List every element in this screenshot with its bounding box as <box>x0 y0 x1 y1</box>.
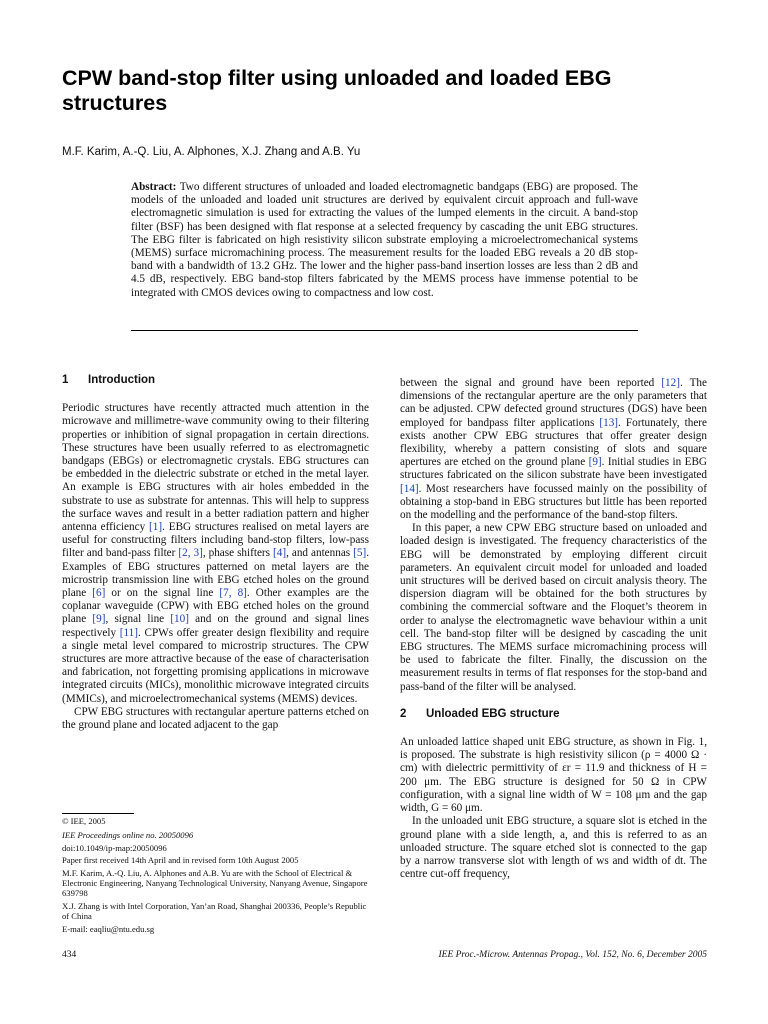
text-run: . Most researchers have focussed mainly on the possibility of obtaining a stop-band in EBG structures but little has been reported on the modelling and the performance of the band-stop filters. <box>400 482 707 522</box>
text-run: between the signal and ground have been reported <box>400 377 662 389</box>
text-run: Periodic structures have recently attracted much attention in the microwave and millimetre-wave community owing to their filtering properties or inhibition of signal propagation in certain directions. These structures have been usually referred to as electromagnetic bandgaps (EBGs) or electromagnetic crystals. EBG structures can be embedded in the dielectric substrate or etched in the metal layer. An example is EBG structures with air holes embedded in the substrate to use as substrate for antennas. This will help to suppress the surface waves and result in a better radiation pattern and higher antenna efficiency <box>62 402 369 534</box>
citation-link[interactable]: [2, 3] <box>178 547 203 560</box>
citation-link[interactable]: [7, 8] <box>219 587 247 600</box>
intro-paragraph-2-continued <box>400 377 707 522</box>
abstract-label: Abstract: <box>131 181 177 193</box>
page-number: 434 <box>62 950 77 960</box>
citation-link[interactable]: [12] <box>661 377 680 389</box>
citation-link[interactable]: [10] <box>170 613 189 626</box>
journal-reference: IEE Proc.-Microw. Antennas Propag., Vol. 152, No. 6, December 2005 <box>438 950 707 960</box>
text-run: and on the ground and signal lines respectively <box>62 613 369 639</box>
text-run: . Other examples are the coplanar waveguide (CPW) with EBG etched holes on the ground plane <box>62 587 369 626</box>
text-run: . Examples of EBG structures patterned on metal layers are the microstrip transmission line with EBG etched holes on the ground plane <box>62 547 369 600</box>
intro-paragraph-2-start: CPW EBG structures with rectangular aperture patterns etched on the ground plane and located adjacent to the gap <box>62 705 369 732</box>
text-run: . The dimensions of the rectangular aperture are the only parameters that can be adjusted. CPW defected ground structures (DGS) have been employed for bandpass filter applications <box>400 377 707 429</box>
intro-paragraph-1 <box>62 402 369 706</box>
copyright-notice: © IEE, 2005 <box>62 816 106 826</box>
text-run: . EBG structures realised on metal layers are useful for constructing filters including band-stop filters, low-pass filter and band-pass filter <box>62 521 369 560</box>
text-run: , and antennas <box>286 547 354 560</box>
citation-link[interactable]: [9] <box>92 613 106 626</box>
affiliation-1: M.F. Karim, A.-Q. Liu, A. Alphones and A.B. Yu are with the School of Electrical & Electronic Engineering, Nanyang Technological University, Nanyang Avenue, Singapore 639798 <box>62 867 368 899</box>
paper-title: CPW band-stop filter using unloaded and loaded EBG structures <box>62 66 612 115</box>
citation-link[interactable]: [5] <box>353 547 367 560</box>
text-run: , phase shifters <box>202 547 274 560</box>
section-2-heading <box>400 708 707 721</box>
text-run: , signal line <box>105 613 171 626</box>
section-1-heading <box>62 374 369 387</box>
text-run: . Initial studies in EBG structures fabricated on the silicon substrate have been investigated <box>400 456 708 482</box>
section-1-title: Introduction <box>88 374 156 386</box>
author-list: M.F. Karim, A.-Q. Liu, A. Alphones, X.J. Zhang and A.B. Yu <box>62 146 361 158</box>
intro-paragraph-3: In this paper, a new CPW EBG structure based on unloaded and loaded design is investigated. The frequency characteristics of the EBG will be demonstrated by employing different circuit parameters. An equivalent circuit model for unloaded and loaded unit structures will be derived based on circuit analysis theory. The dispersion diagram will be obtained for the both structures by combining the commercial software and the Floquet’s theorem in order to analyse the electromagnetic wave behaviour within a unit cell. The band-stop filter will be designed by cascading the unit EBG structures. The MEMS surface micromachining process will be used to fabricate the filter. Finally, the discussion on the measurement results in terms of flat responses for the stop-band and pass-band of the filter will be analysed. <box>400 522 707 693</box>
left-column <box>62 374 369 732</box>
citation-link[interactable]: [6] <box>92 587 106 600</box>
doi: doi:10.1049/ip-map:20050096 <box>62 842 167 853</box>
affiliation-2: X.J. Zhang is with Intel Corporation, Yan’an Road, Shanghai 200336, People’s Republic of China <box>62 900 367 922</box>
section-2-paragraph-2: In the unloaded unit EBG structure, a square slot is etched in the ground plane with a side length, a, and this is referred to as an unloaded structure. The square etched slot is connected to the gap by a narrow transverse slot with length of ws and width of dt. The centre cut-off frequency, <box>400 815 707 881</box>
text-run: . CPWs offer greater design flexibility and require a single metal level compared to microstrip structures. The CPW structures are more attractive because of the ease of characterisation and fabrication, not forgetting promising applications in microwave integrated circuits (MICs), monolithic microwave integrated circuits (MMICs), and microelectromechanical systems (MEMS) devices. <box>62 626 369 705</box>
citation-link[interactable]: [13] <box>599 416 619 429</box>
abstract-divider <box>131 330 638 331</box>
citation-link[interactable]: [14] <box>400 482 419 495</box>
abstract <box>131 181 638 300</box>
contact-email: E-mail: eaqliu@ntu.edu.sg <box>62 923 155 934</box>
section-2-number: 2 <box>400 707 407 720</box>
citation-link[interactable]: [9] <box>588 456 602 469</box>
section-2-paragraph-1: An unloaded lattice shaped unit EBG structure, as shown in Fig. 1, is proposed. The substrate is high resistivity silicon (ρ = 4000 Ω · cm) with dielectric permittivity of εr = 11.9 and thickness of H = 200 μm. The EBG structure is designed for 50 Ω in CPW configuration, with a signal line width of W = 108 μm and the gap width, G = 60 μm. <box>400 736 707 815</box>
footnotes <box>62 816 369 936</box>
abstract-text: Two different structures of unloaded and loaded electromagnetic bandgaps (EBG) are proposed. The models of the unloaded and loaded unit structures are derived by equivalent circuit approach and full-wave electromagnetic simulation is used for extracting the values of the lumped elements in the circuit. A band-stop filter (BSF) has been designed with flat response at a selected frequency by cascading the unit EBG structures. The EBG filter is fabricated on high resistivity silicon substrate employing a microelectromechanical systems (MEMS) surface micromachining process. The measurement results for the loaded EBG reveals a 20 dB stop-band with a bandwidth of 13.2 GHz. The lower and the higher pass-band insertion losses are less than 2 dB and 4.5 dB, respectively. EBG band-stop filters fabricated by the MEMS process have immense potential to be integrated with CMOS devices owing to compactness and low cost. <box>131 181 638 299</box>
footnote-divider <box>62 813 134 814</box>
citation-link[interactable]: [11] <box>119 626 138 639</box>
section-2-title: Unloaded EBG structure <box>426 707 560 720</box>
section-1-number: 1 <box>62 374 69 386</box>
text-run: . Fortunately, there exists another CPW EBG structures that offer greater design flexibility, whereby a pattern consisting of slots and square apertures are etched on the ground plane <box>400 416 707 469</box>
citation-link[interactable]: [4] <box>273 547 287 560</box>
citation-link[interactable]: [1] <box>149 521 163 534</box>
received-date: Paper first received 14th April and in revised form 10th August 2005 <box>62 855 299 866</box>
text-run: or on the signal line <box>105 587 220 600</box>
online-notice: IEE Proceedings online no. 20050096 <box>62 830 194 841</box>
right-column <box>400 377 707 881</box>
